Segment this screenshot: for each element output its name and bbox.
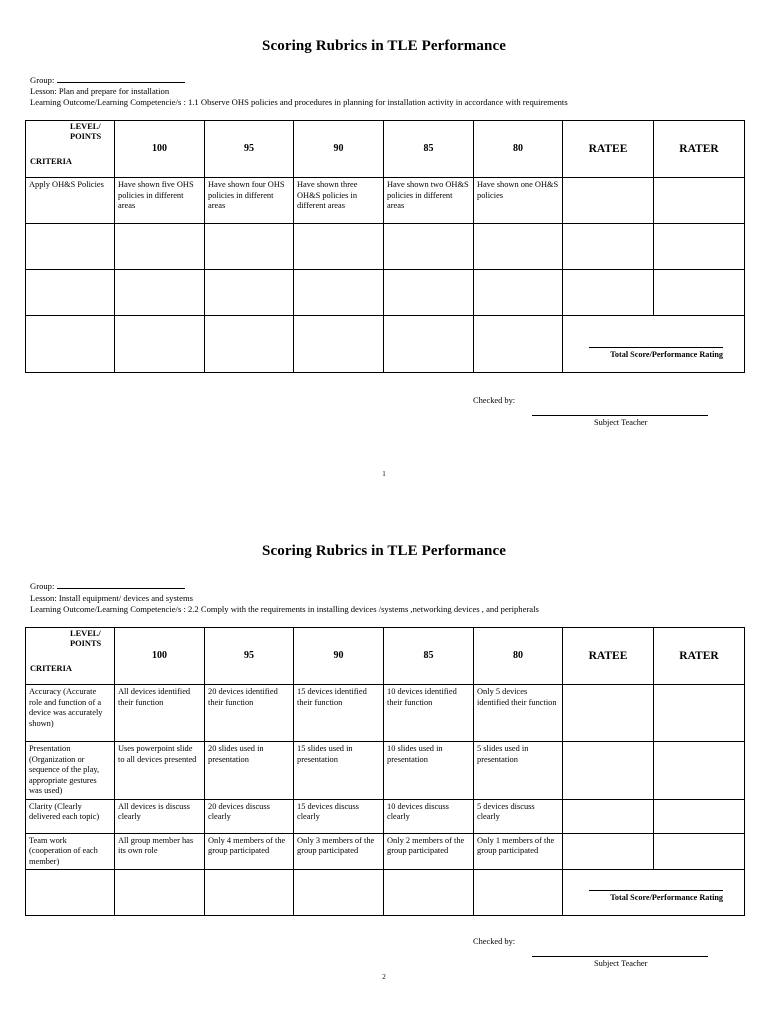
table-row <box>26 685 745 742</box>
blank-cell <box>26 316 115 373</box>
ratee-score-cell <box>563 685 654 742</box>
blank-cell <box>115 870 205 916</box>
rubric-table <box>25 120 745 373</box>
descriptor-cell: All devices identified their function <box>115 685 205 742</box>
total-score-blank <box>589 347 723 348</box>
descriptor-cell: Only 2 members of the group participated <box>384 833 474 870</box>
blank-cell <box>384 316 474 373</box>
descriptor-cell <box>115 270 205 316</box>
descriptor-cell <box>205 224 294 270</box>
descriptor-cell <box>294 270 384 316</box>
lesson-line: Lesson: Install equipment/ devices and systems <box>30 593 194 603</box>
criteria-cell: Accuracy (Accurate role and function of a device was accurately shown) <box>26 685 115 742</box>
criteria-cell <box>26 224 115 270</box>
descriptor-cell: 15 devices identified their function <box>294 685 384 742</box>
table-row <box>26 224 745 270</box>
page-number: 2 <box>382 973 386 981</box>
blank-cell <box>474 316 563 373</box>
subject-teacher-label: Subject Teacher <box>594 418 648 427</box>
descriptor-cell: 10 devices identified their function <box>384 685 474 742</box>
rubric-page-2 <box>0 505 768 1024</box>
descriptor-cell: 20 devices discuss clearly <box>205 799 294 833</box>
descriptor-cell: Have shown three OH&S policies in different areas <box>294 178 384 224</box>
level-criteria-header <box>26 121 115 178</box>
header-row <box>26 121 745 178</box>
table-row <box>26 799 745 833</box>
rater-score-cell <box>654 685 745 742</box>
learning-outcome-line: Learning Outcome/Learning Competencie/s : 2.2 Comply with the requirements in installing devices /systems ,networking devices , and peripherals <box>30 604 539 614</box>
table-row <box>26 833 745 870</box>
signature-line <box>532 415 708 416</box>
rater-score-cell <box>654 270 745 316</box>
points-header: 90 <box>294 121 384 178</box>
level-criteria-header <box>26 628 115 685</box>
level-points-label: LEVEL/ POINTS <box>70 122 102 141</box>
descriptor-cell <box>384 270 474 316</box>
points-header: 95 <box>205 628 294 685</box>
page-number: 1 <box>382 470 386 478</box>
points-header: 100 <box>115 628 205 685</box>
ratee-score-cell <box>563 224 654 270</box>
points-header: 100 <box>115 121 205 178</box>
points-header: 90 <box>294 628 384 685</box>
table-row <box>26 178 745 224</box>
group-line <box>30 75 185 86</box>
descriptor-cell: 10 devices discuss clearly <box>384 799 474 833</box>
blank-cell <box>26 870 115 916</box>
descriptor-cell <box>294 224 384 270</box>
table-row <box>26 270 745 316</box>
descriptor-cell <box>115 224 205 270</box>
descriptor-cell: 5 slides used in presentation <box>474 742 563 800</box>
descriptor-cell: Only 5 devices identified their function <box>474 685 563 742</box>
ratee-header: RATEE <box>563 121 654 178</box>
lesson-line: Lesson: Plan and prepare for installation <box>30 86 170 96</box>
total-score-cell <box>563 316 745 373</box>
ratee-score-cell <box>563 742 654 800</box>
descriptor-cell: 5 devices discuss clearly <box>474 799 563 833</box>
rater-score-cell <box>654 224 745 270</box>
blank-cell <box>294 870 384 916</box>
header-row <box>26 628 745 685</box>
group-blank <box>57 581 185 589</box>
descriptor-cell <box>474 224 563 270</box>
total-score-blank <box>589 890 723 891</box>
level-points-label: LEVEL/ POINTS <box>70 629 102 648</box>
descriptor-cell <box>205 270 294 316</box>
descriptor-cell: Have shown five OHS policies in different areas <box>115 178 205 224</box>
table-row <box>26 742 745 800</box>
page-title: Scoring Rubrics in TLE Performance <box>262 38 506 54</box>
blank-cell <box>294 316 384 373</box>
ratee-header: RATEE <box>563 628 654 685</box>
points-header: 80 <box>474 121 563 178</box>
criteria-cell: Clarity (Clearly delivered each topic) <box>26 799 115 833</box>
total-row <box>26 870 745 916</box>
descriptor-cell: Have shown four OHS policies in different areas <box>205 178 294 224</box>
page-title: Scoring Rubrics in TLE Performance <box>262 543 506 559</box>
descriptor-cell: All group member has its own role <box>115 833 205 870</box>
rater-score-cell <box>654 742 745 800</box>
ratee-score-cell <box>563 833 654 870</box>
rater-header: RATER <box>654 628 745 685</box>
points-header: 85 <box>384 628 474 685</box>
criteria-label: CRITERIA <box>30 663 72 673</box>
total-score-label: Total Score/Performance Rating <box>610 892 723 902</box>
points-header: 95 <box>205 121 294 178</box>
descriptor-cell: 15 slides used in presentation <box>294 742 384 800</box>
group-line <box>30 581 185 592</box>
criteria-cell: Apply OH&S Policies <box>26 178 115 224</box>
descriptor-cell: 10 slides used in presentation <box>384 742 474 800</box>
descriptor-cell: 20 slides used in presentation <box>205 742 294 800</box>
blank-cell <box>474 870 563 916</box>
descriptor-cell: Only 4 members of the group participated <box>205 833 294 870</box>
total-row <box>26 316 745 373</box>
descriptor-cell: 15 devices discuss clearly <box>294 799 384 833</box>
checked-by-label: Checked by: <box>473 937 516 946</box>
ratee-score-cell <box>563 270 654 316</box>
descriptor-cell: Have shown two OH&S policies in different areas <box>384 178 474 224</box>
descriptor-cell: Uses powerpoint slide to all devices presented <box>115 742 205 800</box>
rater-score-cell <box>654 833 745 870</box>
blank-cell <box>384 870 474 916</box>
descriptor-cell: All devices is discuss clearly <box>115 799 205 833</box>
descriptor-cell: 20 devices identified their function <box>205 685 294 742</box>
blank-cell <box>115 316 205 373</box>
rater-score-cell <box>654 799 745 833</box>
blank-cell <box>205 870 294 916</box>
criteria-cell <box>26 270 115 316</box>
blank-cell <box>205 316 294 373</box>
criteria-cell: Team work (cooperation of each member) <box>26 833 115 870</box>
group-label: Group: <box>30 75 55 85</box>
total-score-cell <box>563 870 745 916</box>
checked-by-label: Checked by: <box>473 396 516 405</box>
descriptor-cell: Only 3 members of the group participated <box>294 833 384 870</box>
signature-line <box>532 956 708 957</box>
criteria-label: CRITERIA <box>30 156 72 166</box>
group-blank <box>57 75 185 83</box>
points-header: 80 <box>474 628 563 685</box>
rater-header: RATER <box>654 121 745 178</box>
descriptor-cell <box>474 270 563 316</box>
rubric-table <box>25 627 745 916</box>
ratee-score-cell <box>563 799 654 833</box>
criteria-cell: Presentation (Organization or sequence of the play, appropriate gestures was used) <box>26 742 115 800</box>
total-score-label: Total Score/Performance Rating <box>610 349 723 359</box>
points-header: 85 <box>384 121 474 178</box>
group-label: Group: <box>30 581 55 591</box>
descriptor-cell: Only 1 members of the group participated <box>474 833 563 870</box>
descriptor-cell: Have shown one OH&S policies <box>474 178 563 224</box>
rubric-page-1 <box>0 0 768 505</box>
rater-score-cell <box>654 178 745 224</box>
descriptor-cell <box>384 224 474 270</box>
subject-teacher-label: Subject Teacher <box>594 959 648 968</box>
ratee-score-cell <box>563 178 654 224</box>
learning-outcome-line: Learning Outcome/Learning Competencie/s : 1.1 Observe OHS policies and procedures in planning for installation activity in accordance with requirements <box>30 97 568 107</box>
